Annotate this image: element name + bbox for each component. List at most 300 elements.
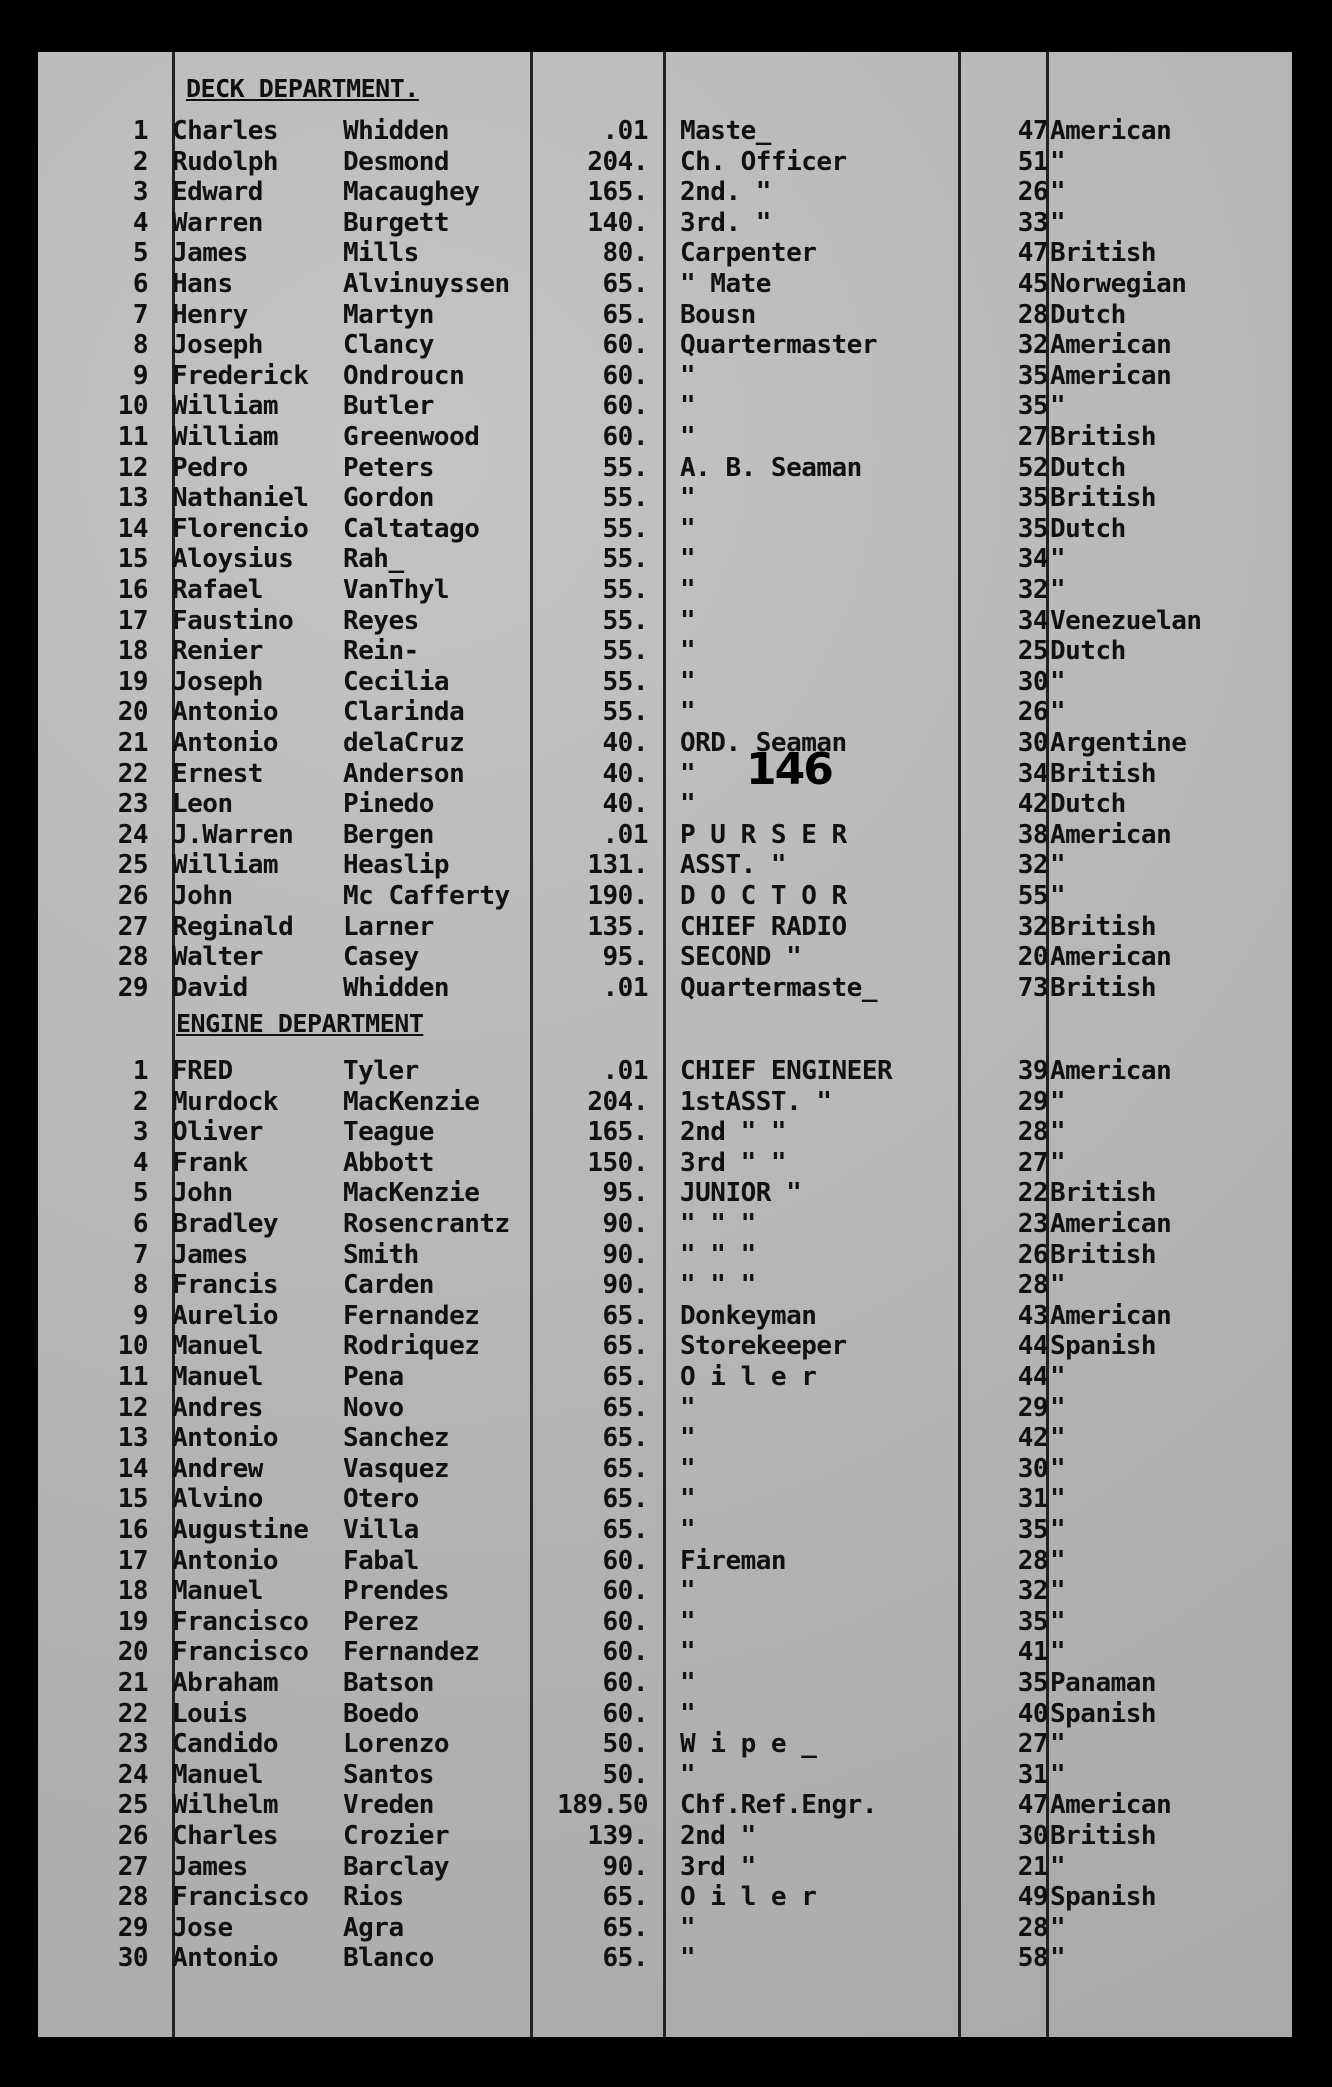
crew-row (38, 1637, 1292, 1667)
nationality: Spanish (1050, 1882, 1157, 1913)
last-name: Whidden (343, 116, 450, 146)
row-number: 23 (117, 1729, 148, 1760)
first-name: William (172, 850, 279, 881)
wage: 65. (602, 1882, 648, 1913)
first-name: Wilhelm (172, 1790, 279, 1821)
nationality: " (1050, 575, 1066, 605)
rating: Maste_ (680, 116, 771, 146)
wage: 55. (602, 636, 648, 667)
rating: 2nd " (680, 1821, 756, 1851)
last-name: Barclay (343, 1851, 450, 1882)
rating: Storekeeper (680, 1331, 847, 1362)
wage: 65. (602, 1515, 648, 1545)
row-number: 15 (117, 1484, 148, 1515)
crew-row (38, 606, 1292, 636)
nationality: " (1050, 1270, 1066, 1301)
nationality: " (1050, 1086, 1066, 1117)
row-number: 6 (132, 1209, 148, 1239)
row-number: 1 (132, 1056, 148, 1086)
nationality: " (1050, 697, 1066, 728)
age: 35 (1017, 513, 1048, 544)
wage: 55. (602, 513, 648, 544)
row-number: 25 (117, 1790, 148, 1821)
first-name: Antonio (172, 697, 279, 728)
first-name: Renier (172, 636, 263, 667)
nationality: " (1050, 1606, 1066, 1637)
age: 49 (1017, 1882, 1048, 1913)
first-name: Francisco (172, 1637, 309, 1668)
first-name: John (172, 1178, 233, 1209)
crew-list-sheet (38, 52, 1292, 2037)
last-name: Rein- (343, 636, 419, 667)
rating: " (680, 1453, 696, 1484)
row-number: 27 (117, 1851, 148, 1882)
last-name: Crozier (343, 1821, 450, 1851)
last-name: Bergen (343, 819, 434, 850)
crew-row (38, 330, 1292, 360)
wage: 204. (587, 146, 648, 177)
age: 30 (1017, 666, 1048, 697)
crew-row (38, 1148, 1292, 1178)
wage: 90. (602, 1270, 648, 1301)
first-name: Manuel (172, 1576, 263, 1607)
nationality: British (1050, 422, 1157, 452)
rating: " " " (680, 1209, 756, 1239)
age: 32 (1017, 330, 1048, 361)
first-name: Charles (172, 116, 279, 146)
rating: Carpenter (680, 238, 817, 269)
rating: " (680, 1484, 696, 1515)
age: 35 (1017, 391, 1048, 422)
first-name: Antonio (172, 1545, 279, 1576)
last-name: Pena (343, 1362, 404, 1392)
wage: 190. (587, 881, 648, 911)
rating: " (680, 1943, 696, 1974)
nationality: " (1050, 1362, 1066, 1392)
crew-row (38, 1087, 1292, 1117)
wage: 139. (587, 1821, 648, 1851)
rating: Donkeyman (680, 1300, 817, 1331)
last-name: Gordon (343, 483, 434, 514)
row-number: 23 (117, 789, 148, 820)
crew-row (38, 1699, 1292, 1729)
row-number: 27 (117, 911, 148, 942)
last-name: VanThyl (343, 575, 450, 605)
wage: .01 (602, 116, 648, 146)
crew-row (38, 850, 1292, 880)
first-name: Abraham (172, 1668, 279, 1698)
wage: 65. (602, 1362, 648, 1392)
first-name: J.Warren (172, 819, 294, 850)
last-name: Lorenzo (343, 1729, 450, 1760)
crew-row (38, 1607, 1292, 1637)
last-name: Clarinda (343, 697, 465, 728)
last-name: MacKenzie (343, 1178, 480, 1209)
rating: ORD. Seaman (680, 728, 847, 758)
age: 27 (1017, 1147, 1048, 1178)
first-name: Edward (172, 177, 263, 208)
age: 42 (1017, 789, 1048, 820)
rating: 2nd. " (680, 177, 771, 208)
age: 58 (1017, 1943, 1048, 1974)
first-name: William (172, 422, 279, 452)
rating: Bousn (680, 299, 756, 330)
first-name: Francisco (172, 1882, 309, 1913)
crew-row (38, 1668, 1292, 1698)
wage: 65. (602, 1484, 648, 1515)
first-name: Francisco (172, 1606, 309, 1637)
nationality: Norwegian (1050, 269, 1187, 299)
last-name: Santos (343, 1759, 434, 1790)
age: 29 (1017, 1392, 1048, 1423)
rating: " (680, 758, 696, 789)
last-name: Burgett (343, 207, 450, 238)
rating: P U R S E R (680, 819, 847, 850)
nationality: American (1050, 330, 1172, 361)
last-name: Prendes (343, 1576, 450, 1607)
first-name: Rudolph (172, 146, 279, 177)
row-number: 26 (117, 1821, 148, 1851)
rating: 3rd. " (680, 207, 771, 238)
crew-row (38, 667, 1292, 697)
rating: " Mate (680, 269, 771, 299)
age: 39 (1017, 1056, 1048, 1086)
nationality: " (1050, 1484, 1066, 1515)
last-name: Mills (343, 238, 419, 269)
wage: 60. (602, 1606, 648, 1637)
wage: 150. (587, 1147, 648, 1178)
last-name: Ondroucn (343, 360, 465, 391)
last-name: Cecilia (343, 666, 450, 697)
crew-row (38, 1484, 1292, 1514)
age: 32 (1017, 1576, 1048, 1607)
crew-row (38, 177, 1292, 207)
first-name: Hans (172, 269, 233, 299)
last-name: Butler (343, 391, 434, 422)
nationality: Argentine (1050, 728, 1187, 758)
age: 31 (1017, 1484, 1048, 1515)
age: 40 (1017, 1698, 1048, 1729)
age: 26 (1017, 697, 1048, 728)
deck-department-heading: DECK DEPARTMENT. (186, 74, 419, 103)
last-name: Macaughey (343, 177, 480, 208)
wage: 60. (602, 1668, 648, 1698)
wage: .01 (602, 972, 648, 1003)
nationality: " (1050, 1759, 1066, 1790)
wage: 60. (602, 422, 648, 452)
age: 34 (1017, 605, 1048, 636)
age: 34 (1017, 758, 1048, 789)
last-name: Whidden (343, 972, 450, 1003)
rating: JUNIOR " (680, 1178, 802, 1209)
age: 22 (1017, 1178, 1048, 1209)
first-name: Frederick (172, 360, 309, 391)
row-number: 13 (117, 483, 148, 514)
first-name: Warren (172, 207, 263, 238)
last-name: Otero (343, 1484, 419, 1515)
row-number: 11 (117, 422, 148, 452)
rating: W i p e _ (680, 1729, 817, 1760)
row-number: 4 (132, 207, 148, 238)
nationality: " (1050, 146, 1066, 177)
nationality: " (1050, 391, 1066, 422)
first-name: Antonio (172, 1943, 279, 1974)
nationality: " (1050, 666, 1066, 697)
rating: O i l e r (680, 1882, 817, 1913)
wage: 90. (602, 1209, 648, 1239)
last-name: Caltatago (343, 513, 480, 544)
first-name: James (172, 1851, 248, 1882)
nationality: American (1050, 1300, 1172, 1331)
first-name: Aurelio (172, 1300, 279, 1331)
crew-row (38, 238, 1292, 268)
wage: 65. (602, 269, 648, 299)
rating: D O C T O R (680, 881, 847, 911)
crew-row (38, 1790, 1292, 1820)
age: 30 (1017, 1821, 1048, 1851)
wage: 189.50 (557, 1790, 648, 1821)
crew-row (38, 1209, 1292, 1239)
wage: 40. (602, 728, 648, 758)
nationality: American (1050, 116, 1172, 146)
first-name: Henry (172, 299, 248, 330)
row-number: 7 (132, 1239, 148, 1270)
first-name: Florencio (172, 513, 309, 544)
first-name: Nathaniel (172, 483, 309, 514)
rating: " (680, 1668, 696, 1698)
crew-row (38, 820, 1292, 850)
row-number: 14 (117, 1453, 148, 1484)
age: 44 (1017, 1331, 1048, 1362)
engine-department-heading: ENGINE DEPARTMENT (176, 1009, 424, 1038)
rating: A. B. Seaman (680, 452, 862, 483)
age: 21 (1017, 1851, 1048, 1882)
rating: Fireman (680, 1545, 787, 1576)
first-name: Reginald (172, 911, 294, 942)
age: 28 (1017, 1912, 1048, 1943)
crew-row (38, 973, 1292, 1003)
row-number: 26 (117, 881, 148, 911)
crew-row (38, 1546, 1292, 1576)
row-number: 2 (132, 1086, 148, 1117)
row-number: 14 (117, 513, 148, 544)
age: 23 (1017, 1209, 1048, 1239)
nationality: Dutch (1050, 299, 1126, 330)
wage: 65. (602, 1423, 648, 1454)
row-number: 30 (117, 1943, 148, 1974)
wage: 65. (602, 1300, 648, 1331)
crew-row (38, 453, 1292, 483)
row-number: 24 (117, 1759, 148, 1790)
age: 43 (1017, 1300, 1048, 1331)
first-name: Antonio (172, 728, 279, 758)
last-name: Fabal (343, 1545, 419, 1576)
last-name: delaCruz (343, 728, 465, 758)
rating: 2nd " " (680, 1117, 787, 1148)
nationality: British (1050, 1178, 1157, 1209)
last-name: Blanco (343, 1943, 434, 1974)
age: 55 (1017, 881, 1048, 911)
nationality: American (1050, 942, 1172, 973)
row-number: 1 (132, 116, 148, 146)
rating: " (680, 789, 696, 820)
row-number: 29 (117, 1912, 148, 1943)
age: 35 (1017, 483, 1048, 514)
first-name: Rafael (172, 575, 263, 605)
row-number: 3 (132, 1117, 148, 1148)
age: 30 (1017, 728, 1048, 758)
wage: 60. (602, 1576, 648, 1607)
row-number: 29 (117, 972, 148, 1003)
first-name: Aloysius (172, 544, 294, 575)
crew-row (38, 728, 1292, 758)
nationality: " (1050, 177, 1066, 208)
rating: " (680, 666, 696, 697)
crew-row (38, 1943, 1292, 1973)
row-number: 12 (117, 452, 148, 483)
nationality: British (1050, 238, 1157, 269)
row-number: 17 (117, 605, 148, 636)
age: 47 (1017, 116, 1048, 146)
rating: " (680, 391, 696, 422)
last-name: Tyler (343, 1056, 419, 1086)
last-name: Vasquez (343, 1453, 450, 1484)
wage: 60. (602, 391, 648, 422)
last-name: Peters (343, 452, 434, 483)
age: 34 (1017, 544, 1048, 575)
age: 32 (1017, 575, 1048, 605)
wage: 65. (602, 299, 648, 330)
wage: 95. (602, 942, 648, 973)
last-name: Sanchez (343, 1423, 450, 1454)
crew-row (38, 1393, 1292, 1423)
age: 35 (1017, 360, 1048, 391)
nationality: " (1050, 1423, 1066, 1454)
crew-row (38, 300, 1292, 330)
first-name: Pedro (172, 452, 248, 483)
rating: " (680, 1576, 696, 1607)
last-name: Agra (343, 1912, 404, 1943)
row-number: 9 (132, 360, 148, 391)
rating: " (680, 1759, 696, 1790)
nationality: Dutch (1050, 636, 1126, 667)
rating: CHIEF RADIO (680, 911, 847, 942)
wage: 90. (602, 1851, 648, 1882)
wage: 90. (602, 1239, 648, 1270)
crew-row (38, 575, 1292, 605)
nationality: American (1050, 1056, 1172, 1086)
row-number: 28 (117, 942, 148, 973)
row-number: 20 (117, 697, 148, 728)
wage: 60. (602, 1545, 648, 1576)
nationality: " (1050, 1453, 1066, 1484)
nationality: Spanish (1050, 1331, 1157, 1362)
crew-row (38, 789, 1292, 819)
nationality: " (1050, 1392, 1066, 1423)
wage: 60. (602, 1698, 648, 1729)
row-number: 10 (117, 391, 148, 422)
first-name: David (172, 972, 248, 1003)
rating: " (680, 1912, 696, 1943)
age: 25 (1017, 636, 1048, 667)
row-number: 9 (132, 1300, 148, 1331)
row-number: 10 (117, 1331, 148, 1362)
rating: " " " (680, 1270, 756, 1301)
wage: 80. (602, 238, 648, 269)
row-number: 16 (117, 1515, 148, 1545)
rating: " (680, 636, 696, 667)
nationality: Spanish (1050, 1698, 1157, 1729)
last-name: Alvinuyssen (343, 269, 510, 299)
nationality: British (1050, 972, 1157, 1003)
wage: 204. (587, 1086, 648, 1117)
age: 73 (1017, 972, 1048, 1003)
rating: " (680, 483, 696, 514)
first-name: Manuel (172, 1759, 263, 1790)
wage: 55. (602, 483, 648, 514)
last-name: MacKenzie (343, 1086, 480, 1117)
crew-row (38, 912, 1292, 942)
crew-row (38, 1270, 1292, 1300)
nationality: " (1050, 1637, 1066, 1668)
crew-row (38, 1240, 1292, 1270)
rating: " (680, 575, 696, 605)
last-name: Anderson (343, 758, 465, 789)
row-number: 2 (132, 146, 148, 177)
rating: Quartermaste_ (680, 972, 877, 1003)
age: 42 (1017, 1423, 1048, 1454)
nationality: " (1050, 881, 1066, 911)
age: 28 (1017, 299, 1048, 330)
first-name: Walter (172, 942, 263, 973)
nationality: " (1050, 1943, 1066, 1974)
first-name: Ernest (172, 758, 263, 789)
first-name: Alvino (172, 1484, 263, 1515)
age: 31 (1017, 1759, 1048, 1790)
wage: 40. (602, 758, 648, 789)
wage: .01 (602, 819, 648, 850)
wage: 55. (602, 605, 648, 636)
wage: 165. (587, 1117, 648, 1148)
crew-row (38, 208, 1292, 238)
last-name: Rah_ (343, 544, 404, 575)
last-name: Rodriquez (343, 1331, 480, 1362)
crew-row (38, 1852, 1292, 1882)
wage: 65. (602, 1453, 648, 1484)
first-name: Francis (172, 1270, 279, 1301)
age: 44 (1017, 1362, 1048, 1392)
nationality: American (1050, 360, 1172, 391)
wage: 95. (602, 1178, 648, 1209)
row-number: 11 (117, 1362, 148, 1392)
crew-row (38, 881, 1292, 911)
row-number: 7 (132, 299, 148, 330)
wage: 50. (602, 1759, 648, 1790)
nationality: " (1050, 1545, 1066, 1576)
first-name: James (172, 238, 248, 269)
first-name: Faustino (172, 605, 294, 636)
wage: 60. (602, 1637, 648, 1668)
row-number: 6 (132, 269, 148, 299)
age: 28 (1017, 1270, 1048, 1301)
first-name: Bradley (172, 1209, 279, 1239)
rating: O i l e r (680, 1362, 817, 1392)
crew-row (38, 422, 1292, 452)
row-number: 19 (117, 666, 148, 697)
first-name: Antonio (172, 1423, 279, 1454)
crew-row (38, 147, 1292, 177)
row-number: 22 (117, 758, 148, 789)
